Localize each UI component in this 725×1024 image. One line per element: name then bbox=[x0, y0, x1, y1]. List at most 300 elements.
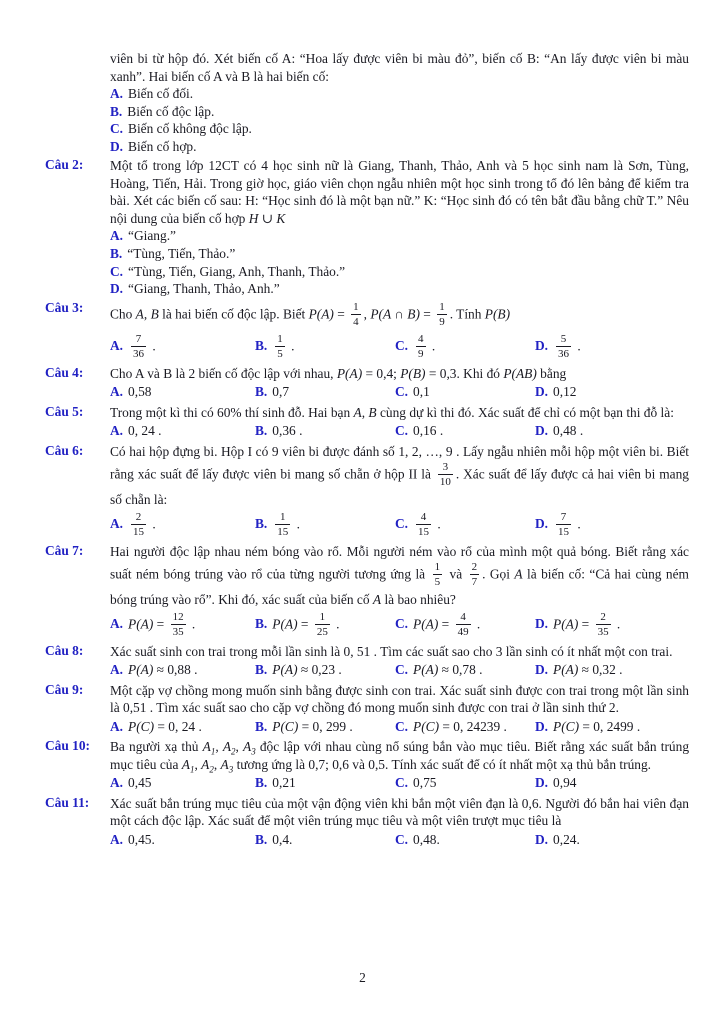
fraction-denominator: 35 bbox=[597, 625, 609, 638]
text-run: = 0, 24 . bbox=[154, 718, 202, 734]
option-letter: D. bbox=[535, 338, 549, 354]
option-letter: C. bbox=[395, 423, 409, 439]
question-content bbox=[110, 443, 689, 541]
text-run: . bbox=[574, 516, 581, 532]
text-run: , bbox=[361, 404, 369, 420]
fraction-denominator: 9 bbox=[439, 315, 445, 328]
option-D bbox=[535, 610, 689, 641]
question-body bbox=[110, 543, 689, 609]
math-run: $A_1$ bbox=[181, 756, 195, 775]
question bbox=[45, 738, 689, 793]
option-B bbox=[110, 245, 689, 263]
question-content bbox=[110, 682, 689, 737]
fraction-numerator: 1 bbox=[434, 561, 441, 574]
fraction-numerator: 1 bbox=[277, 332, 283, 345]
math-run: P(A) bbox=[413, 616, 439, 632]
question-label: Câu 3: bbox=[45, 299, 84, 315]
math-run: P(A) bbox=[413, 662, 439, 678]
option-A bbox=[110, 610, 255, 641]
text-run: . bbox=[149, 338, 156, 354]
fraction bbox=[416, 511, 431, 538]
text-run: Trong một kì thi có 60% thí sinh đỗ. Hai bạn bbox=[110, 404, 354, 420]
option-D bbox=[535, 422, 689, 441]
text-run: Một tổ trong lớp 12CT có 4 học sinh nữ là Giang, Thanh, Thảo, Anh và 5 học sinh nam là Sơn, Tùng, Hoàng, Tiến, Hải. Trong giờ học, giáo viên chọn ngẫu nhiên một học sinh trong tổ đó lên bảng để kiểm tra bài. Xét các biến cố sau: H: “Học sinh đó là một bạn nữ.” K: “Học sinh đó có tên bắt đầu bằng chữ T.” Nêu nội dung của biến cố hợp bbox=[110, 158, 689, 226]
option-letter: B. bbox=[255, 831, 268, 847]
question bbox=[45, 365, 689, 402]
text-run: , bbox=[213, 756, 221, 772]
option-letter: B. bbox=[255, 775, 268, 791]
question-body bbox=[110, 404, 689, 422]
math-run: P(A) bbox=[128, 662, 154, 678]
fraction bbox=[275, 333, 285, 360]
text-run: 0,16 . bbox=[413, 423, 444, 439]
fraction-numerator: 4 bbox=[460, 610, 466, 623]
math-run: P(A) bbox=[272, 616, 298, 632]
option-letter: B. bbox=[255, 616, 268, 632]
fraction-denominator: 15 bbox=[558, 525, 570, 538]
text-run: Hai người độc lập nhau ném bóng vào rổ. Mỗi người ném vào rổ của mình một quả bóng. Biết rằng xác suất ném bóng trúng vào rổ của từng người tương ứng là bbox=[110, 543, 689, 582]
fraction-numerator: 2 bbox=[471, 561, 478, 574]
question-body bbox=[110, 682, 689, 717]
fraction-numerator: 7 bbox=[560, 510, 567, 523]
fraction-denominator: 35 bbox=[172, 625, 184, 638]
text-run: “Tùng, Tiến, Thảo.” bbox=[127, 245, 236, 261]
text-run: và bbox=[445, 566, 467, 582]
text-run: . bbox=[332, 616, 340, 632]
option-letter: D. bbox=[535, 616, 549, 632]
math-run: P(A) bbox=[553, 616, 579, 632]
fraction bbox=[437, 301, 447, 328]
question-label: Câu 11: bbox=[45, 794, 90, 810]
question-body bbox=[110, 443, 689, 509]
option-A bbox=[110, 422, 255, 441]
text-run: . bbox=[188, 616, 196, 632]
text-run: Biến cố độc lập. bbox=[127, 103, 215, 119]
option-letter: C. bbox=[395, 831, 409, 847]
fraction-numerator: 1 bbox=[353, 300, 359, 313]
option-B bbox=[110, 103, 689, 121]
option-D bbox=[535, 718, 689, 737]
text-run: bằng bbox=[536, 365, 567, 381]
fraction-denominator: 36 bbox=[558, 347, 570, 360]
text-run: Biến cố đối. bbox=[128, 86, 194, 101]
math-run: P(C) bbox=[553, 718, 580, 734]
option-letter: B. bbox=[110, 103, 123, 119]
option-letter: B. bbox=[255, 662, 268, 678]
text-run: ≈ 0,23 . bbox=[297, 662, 342, 678]
fraction bbox=[556, 333, 571, 360]
option-B bbox=[255, 831, 395, 850]
question-label: Câu 8: bbox=[45, 642, 84, 658]
question-body bbox=[110, 795, 689, 830]
option-letter: C. bbox=[395, 718, 409, 734]
option-letter: D. bbox=[110, 281, 124, 297]
fraction-denominator: 5 bbox=[277, 347, 283, 360]
option-letter: A. bbox=[110, 338, 124, 354]
question bbox=[45, 404, 689, 441]
fraction-denominator: 49 bbox=[457, 625, 469, 638]
fraction bbox=[275, 511, 290, 538]
option-B bbox=[255, 332, 395, 363]
question-content bbox=[110, 300, 689, 363]
text-run: . bbox=[293, 516, 300, 532]
text-run: , bbox=[215, 739, 223, 755]
math-run: B bbox=[150, 306, 159, 322]
text-run: “Tùng, Tiến, Giang, Anh, Thanh, Thảo.” bbox=[128, 263, 346, 279]
fraction bbox=[131, 333, 146, 360]
option-letter: A. bbox=[110, 228, 124, 244]
text-run: . bbox=[473, 616, 481, 632]
fraction-numerator: 3 bbox=[442, 461, 449, 474]
option-D bbox=[535, 383, 689, 402]
fraction bbox=[171, 611, 186, 638]
math-run: P(A) bbox=[128, 616, 154, 632]
option-C bbox=[395, 661, 535, 680]
question-label: Câu 2: bbox=[45, 157, 84, 173]
fraction-numerator: 4 bbox=[418, 332, 424, 345]
option-C bbox=[395, 831, 535, 850]
fraction-numerator: 2 bbox=[600, 610, 606, 623]
math-run: P(C) bbox=[128, 718, 155, 734]
option-letter: A. bbox=[110, 384, 124, 400]
question-content bbox=[110, 543, 689, 641]
text-run: = 0, 2499 . bbox=[579, 718, 641, 734]
text-run: 0,94 bbox=[553, 775, 577, 791]
option-C bbox=[395, 332, 535, 363]
text-run: 0,7 bbox=[272, 384, 290, 400]
option-C bbox=[110, 120, 689, 138]
text-run: . bbox=[287, 338, 295, 354]
math-run: P(A) bbox=[272, 662, 298, 678]
fraction bbox=[556, 511, 571, 538]
option-letter: A. bbox=[110, 86, 124, 101]
text-run: 0,21 bbox=[272, 775, 296, 791]
options bbox=[110, 510, 689, 541]
question-label: Câu 6: bbox=[45, 442, 84, 458]
text-run: 0,48. bbox=[413, 831, 440, 847]
fraction bbox=[315, 611, 330, 638]
option-A bbox=[110, 85, 689, 103]
options bbox=[110, 661, 689, 680]
fraction-denominator: 7 bbox=[471, 576, 478, 589]
option-letter: C. bbox=[395, 616, 409, 632]
option-letter: A. bbox=[110, 516, 124, 532]
text-run: 0,4. bbox=[272, 831, 293, 847]
option-letter: A. bbox=[110, 718, 124, 734]
text-run: . bbox=[149, 516, 156, 532]
fraction bbox=[456, 611, 471, 638]
option-B bbox=[255, 661, 395, 680]
fraction-numerator: 2 bbox=[135, 510, 142, 523]
options bbox=[110, 774, 689, 793]
option-B bbox=[255, 383, 395, 402]
math-run: P(B) bbox=[484, 306, 511, 322]
option-D bbox=[535, 831, 689, 850]
text-run: ≈ 0,32 . bbox=[578, 662, 623, 678]
math-run: P(A) bbox=[336, 365, 363, 381]
options bbox=[110, 383, 689, 402]
option-letter: D. bbox=[535, 775, 549, 791]
math-run: B bbox=[368, 404, 377, 420]
text-run: = 0,3. Khi đó bbox=[425, 365, 504, 381]
options bbox=[110, 332, 689, 363]
text-run: = bbox=[438, 616, 453, 632]
fraction bbox=[470, 561, 480, 588]
fraction-numerator: 12 bbox=[172, 610, 184, 623]
question bbox=[45, 543, 689, 641]
text-run: Một cặp vợ chồng mong muốn sinh bằng được sinh con trai. Xác suất sinh được con trai trong một lần sinh là 0,51 . Tìm xác suất sao cho cặp vợ chồng đó mong muốn sinh được con trai ở lần sinh thứ 2. bbox=[110, 682, 689, 716]
option-letter: B. bbox=[255, 718, 268, 734]
text-run: Biến cố hợp. bbox=[128, 138, 197, 154]
option-letter: C. bbox=[395, 338, 409, 354]
question-content bbox=[110, 157, 689, 297]
math-run: $A_3$ bbox=[220, 756, 234, 775]
option-letter: B. bbox=[110, 245, 123, 261]
fraction bbox=[416, 333, 426, 360]
question-body bbox=[110, 365, 689, 383]
fraction-numerator: 1 bbox=[439, 300, 445, 313]
fraction-denominator: 15 bbox=[277, 525, 289, 538]
question-body bbox=[110, 300, 689, 331]
option-letter: D. bbox=[110, 138, 124, 154]
text-run: = 0, 24239 . bbox=[439, 718, 507, 734]
math-run: $A_3$ bbox=[243, 739, 256, 757]
text-run: Biến cố không độc lập. bbox=[128, 121, 252, 137]
question-label: Câu 10: bbox=[45, 738, 91, 754]
option-letter: D. bbox=[535, 831, 549, 847]
text-run: 0,58 bbox=[128, 384, 152, 400]
question bbox=[45, 682, 689, 737]
option-letter: C. bbox=[110, 121, 124, 137]
fraction-numerator: 5 bbox=[560, 332, 567, 345]
math-run: A bbox=[372, 592, 382, 608]
math-run: $A_2$ bbox=[222, 739, 236, 757]
options bbox=[110, 831, 689, 850]
text-run: = 0,4; bbox=[362, 365, 401, 381]
text-run: . bbox=[613, 616, 621, 632]
option-letter: A. bbox=[110, 662, 124, 678]
question-content bbox=[110, 404, 689, 441]
option-A bbox=[110, 774, 255, 793]
text-run: . Tính bbox=[449, 306, 485, 322]
text-run: Cho bbox=[110, 306, 136, 322]
question-content bbox=[110, 643, 689, 680]
text-run: . Xác suất để lấy được cả hai viên bi mang số chẵn là: bbox=[110, 466, 689, 508]
option-B bbox=[255, 774, 395, 793]
question bbox=[45, 300, 689, 363]
option-A bbox=[110, 661, 255, 680]
question-content bbox=[110, 50, 689, 155]
fraction-denominator: 15 bbox=[133, 525, 145, 538]
fraction-denominator: 4 bbox=[353, 315, 359, 328]
option-B bbox=[255, 718, 395, 737]
option-C bbox=[395, 510, 535, 541]
text-run: , bbox=[143, 306, 151, 322]
options bbox=[110, 227, 689, 297]
question-content bbox=[110, 738, 689, 793]
text-run: ≈ 0,78 . bbox=[438, 662, 483, 678]
option-D bbox=[535, 661, 689, 680]
text-run: 0,36 . bbox=[272, 423, 303, 439]
math-run: A bbox=[514, 566, 523, 582]
text-run: Xác suất sinh con trai trong mỗi lần sinh là 0, 51 . Tìm các suất sao cho 3 lần sinh có ít nhất một con trai. bbox=[110, 643, 673, 659]
option-letter: B. bbox=[255, 384, 268, 400]
fraction-numerator: 4 bbox=[420, 510, 427, 523]
text-run: , bbox=[194, 756, 202, 772]
fraction-numerator: 1 bbox=[319, 610, 326, 623]
math-run: P(C) bbox=[272, 718, 299, 734]
text-run: viên bi từ hộp đó. Xét biến cố A: “Hoa lấy được viên bi màu đỏ”, biến cố B: “An lấy được viên bi màu xanh”. Hai biến cố A và B là hai biến cố: bbox=[110, 51, 689, 84]
option-A bbox=[110, 831, 255, 850]
option-letter: D. bbox=[535, 662, 549, 678]
fraction-numerator: 1 bbox=[280, 510, 286, 523]
question bbox=[45, 795, 689, 850]
text-run: , bbox=[235, 739, 244, 755]
text-run: là hai biến cố độc lập. Biết bbox=[158, 306, 309, 322]
text-run: = 0, 299 . bbox=[298, 718, 353, 734]
text-run: tương ứng là 0,7; 0,6 và 0,5. Tính xác suất để có ít nhất một xạ thủ bắn trúng. bbox=[233, 756, 652, 772]
option-C bbox=[395, 610, 535, 641]
question-label: Câu 7: bbox=[45, 542, 84, 558]
question bbox=[45, 443, 689, 541]
option-letter: B. bbox=[255, 423, 268, 439]
option-C bbox=[395, 383, 535, 402]
text-run: 0,24. bbox=[553, 831, 580, 847]
question-body bbox=[110, 50, 689, 85]
question-body bbox=[110, 643, 689, 661]
fraction-denominator: 15 bbox=[418, 525, 430, 538]
math-run: A bbox=[353, 404, 362, 420]
option-D bbox=[535, 510, 689, 541]
text-run: cùng dự kì thi đó. Xác suất để chỉ có một bạn thi đỗ là: bbox=[376, 404, 674, 420]
question-content bbox=[110, 795, 689, 850]
option-C bbox=[395, 422, 535, 441]
fraction-denominator: 5 bbox=[434, 576, 441, 589]
option-letter: B. bbox=[255, 338, 268, 354]
text-run: 0,12 bbox=[553, 384, 577, 400]
option-B bbox=[255, 422, 395, 441]
option-C bbox=[110, 263, 689, 281]
text-run: = bbox=[333, 306, 349, 322]
fraction-denominator: 10 bbox=[439, 476, 451, 489]
fraction-denominator: 36 bbox=[133, 347, 145, 360]
question-label: Câu 5: bbox=[45, 403, 84, 419]
text-run: là bao nhiêu? bbox=[381, 592, 456, 608]
option-D bbox=[535, 774, 689, 793]
options bbox=[110, 85, 689, 155]
math-run: P(C) bbox=[413, 718, 440, 734]
text-run: . bbox=[428, 338, 436, 354]
option-A bbox=[110, 510, 255, 541]
option-letter: D. bbox=[535, 516, 549, 532]
text-run: là biến cố: “Cả hai cùng ném bóng trúng vào rổ”. Khi đó, xác suất của biến cố bbox=[110, 566, 689, 608]
fraction bbox=[131, 511, 146, 538]
options bbox=[110, 610, 689, 641]
option-letter: B. bbox=[255, 516, 268, 532]
option-D bbox=[110, 138, 689, 156]
option-letter: A. bbox=[110, 775, 124, 791]
math-run: P(A ∩ B) bbox=[370, 306, 420, 322]
text-run: . bbox=[574, 338, 581, 354]
options bbox=[110, 718, 689, 737]
option-A bbox=[110, 383, 255, 402]
option-A bbox=[110, 227, 689, 245]
question-body bbox=[110, 157, 689, 227]
text-run: “Giang, Thanh, Thảo, Anh.” bbox=[128, 281, 280, 297]
text-run: Có hai hộp đựng bi. Hộp I có 9 viên bi được đánh số 1, 2, …, 9 . Lấy ngẫu nhiên mỗi hộp một viên bi. Biết rằng xác suất để lấy được viên bi mang số chẵn ở hộp II là bbox=[110, 443, 689, 482]
question bbox=[45, 50, 689, 155]
option-D bbox=[535, 332, 689, 363]
option-letter: C. bbox=[395, 384, 409, 400]
text-run: Cho A và B là 2 biến cố độc lập với nhau, bbox=[110, 365, 337, 381]
question bbox=[45, 157, 689, 297]
question bbox=[45, 643, 689, 680]
options bbox=[110, 422, 689, 441]
math-run: $A_2$ bbox=[201, 756, 214, 775]
option-B bbox=[255, 610, 395, 641]
math-run: P(A) bbox=[553, 662, 579, 678]
text-run: , bbox=[363, 306, 371, 322]
text-run: 0,75 bbox=[413, 775, 437, 791]
option-letter: D. bbox=[535, 384, 549, 400]
questions bbox=[45, 50, 689, 849]
fraction bbox=[438, 461, 453, 488]
math-run: $A_1$ bbox=[202, 739, 216, 757]
fraction-denominator: 9 bbox=[418, 347, 424, 360]
option-letter: D. bbox=[535, 718, 549, 734]
text-run: = bbox=[297, 616, 312, 632]
text-run: 0, 24 . bbox=[128, 423, 162, 439]
question-content bbox=[110, 365, 689, 402]
option-letter: A. bbox=[110, 616, 124, 632]
text-run: . bbox=[434, 516, 441, 532]
math-run: H ∪ K bbox=[248, 210, 286, 226]
page-number: 2 bbox=[359, 970, 366, 985]
text-run: độc lập với nhau cùng nổ súng bắn vào mục tiêu. Biết rằng xác suất bắn trúng mục tiêu của bbox=[110, 739, 690, 772]
text-run: “Giang.” bbox=[128, 228, 176, 244]
option-letter: C. bbox=[395, 775, 409, 791]
option-letter: A. bbox=[110, 423, 124, 439]
text-run: = bbox=[578, 616, 593, 632]
text-run: ≈ 0,88 . bbox=[153, 662, 198, 678]
option-letter: C. bbox=[395, 516, 409, 532]
fraction-denominator: 25 bbox=[316, 625, 328, 638]
question-label: Câu 9: bbox=[45, 681, 84, 697]
text-run: . Gọi bbox=[482, 566, 515, 582]
option-letter: C. bbox=[110, 263, 124, 279]
option-A bbox=[110, 332, 255, 363]
option-letter: C. bbox=[395, 662, 409, 678]
option-C bbox=[395, 718, 535, 737]
text-run: = bbox=[153, 616, 168, 632]
option-A bbox=[110, 718, 255, 737]
fraction-numerator: 7 bbox=[135, 332, 142, 345]
option-letter: A. bbox=[110, 831, 124, 847]
math-run: P(A) bbox=[308, 306, 334, 322]
text-run: Ba người xạ thủ bbox=[110, 739, 203, 755]
option-letter: D. bbox=[535, 423, 549, 439]
fraction bbox=[596, 611, 611, 638]
option-B bbox=[255, 510, 395, 541]
text-run: 0,1 bbox=[413, 384, 430, 400]
fraction bbox=[351, 301, 361, 328]
text-run: 0,48 . bbox=[553, 423, 584, 439]
option-C bbox=[395, 774, 535, 793]
fraction bbox=[433, 561, 443, 588]
text-run: 0,45. bbox=[128, 831, 155, 847]
question-body bbox=[110, 738, 689, 773]
math-run: P(B) bbox=[400, 365, 426, 381]
